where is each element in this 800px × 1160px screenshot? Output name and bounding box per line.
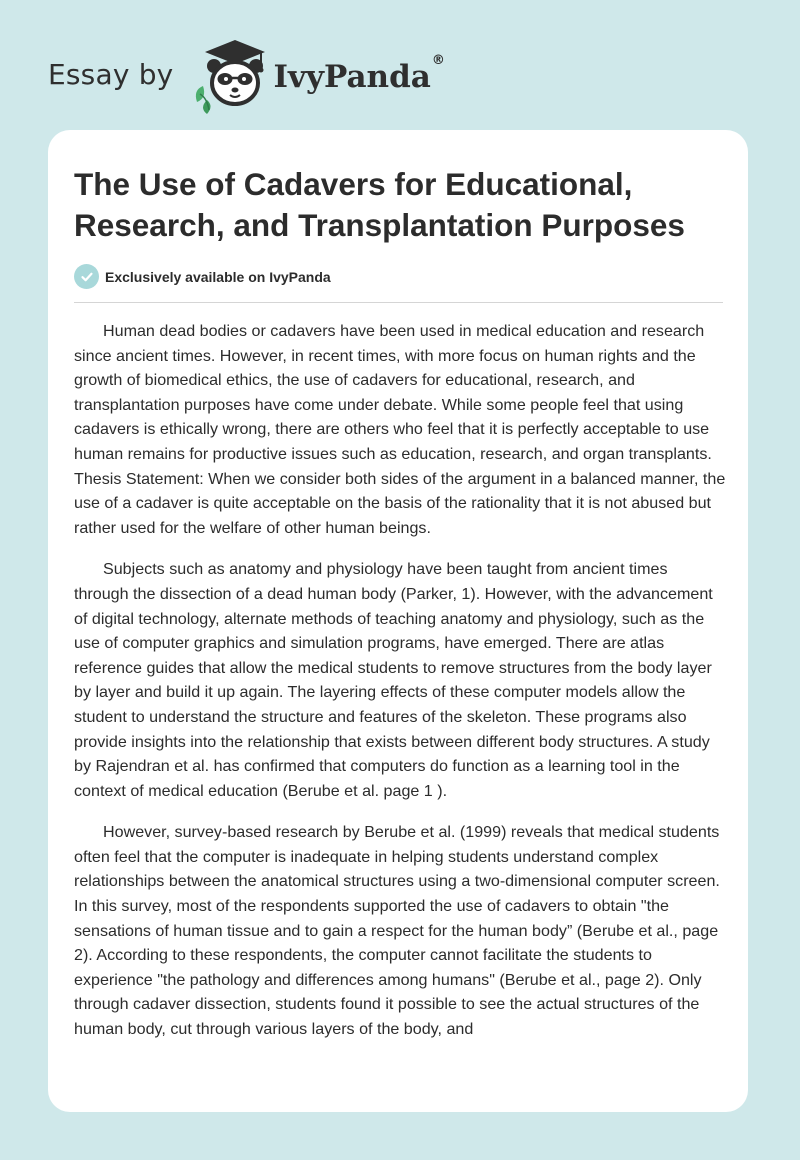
essay-title: The Use of Cadavers for Educational, Research, and Transplantation Purposes [74,166,685,243]
essay-paragraph: However, survey-based research by Berube et al. (1999) reveals that medical students often feel that the computer is inadequate in helping students understand complex relationships between the anatomical structures using a two-dimensional computer screen. In this survey, most of the respondents supported the use of cadavers to obtain "the sensations of human tissue and to gain a respect for the human body” (Berube et al., page 2). According to these respondents, the computer cannot facilitate the students to experience "the pathology and differences among humans" (Berube et al., page 2). Only through cadaver dissection, students found it possible to see the actual structures of the human body, cut through various layers of the body, and [74,823,720,1039]
site-header [48,34,445,114]
brand-text: IvyPanda [273,59,431,95]
registered-mark: ® [431,53,445,68]
essay-card [48,130,748,1112]
exclusive-badge [74,264,331,289]
essay-by-label: Essay by [48,57,174,91]
essay-body [74,319,726,1059]
brand-name [273,53,445,95]
title-divider [74,302,723,303]
ivypanda-logo-icon[interactable] [187,34,277,114]
exclusive-badge-text: Exclusively available on IvyPanda [105,268,331,285]
checkmark-icon [74,264,99,289]
essay-paragraph: Human dead bodies or cadavers have been used in medical education and research since ancient times. However, in recent times, with more focus on human rights and the growth of biomedical ethics, the use of cadavers for educational, research, and transplantation purposes have come under debate. While some people feel that using cadavers is ethically wrong, there are others who feel that it is perfectly acceptable to use human remains for productive issues such as education, research, and organ transplants. Thesis Statement: When we consider both sides of the argument in a balanced manner, the use of a cadaver is quite acceptable on the basis of the rationality that it is not abused but rather used for the welfare of other human beings. [74,322,726,537]
essay-paragraph: Subjects such as anatomy and physiology have been taught from ancient times through the dissection of a dead human body (Parker, 1). However, with the advancement of digital technology, alternate methods of teaching anatomy and physiology, such as the use of computer graphics and simulation programs, have emerged. There are atlas reference guides that allow the medical students to remove structures from the body layer by layer and build it up again. The layering effects of these computer models allow the student to understand the structure and features of the skeleton. These programs also provide insights into the relationship that exists between different body structures. A study by Rajendran et al. has confirmed that computers do function as a learning tool in the context of medical education (Berube et al. page 1 ). [74,560,713,800]
